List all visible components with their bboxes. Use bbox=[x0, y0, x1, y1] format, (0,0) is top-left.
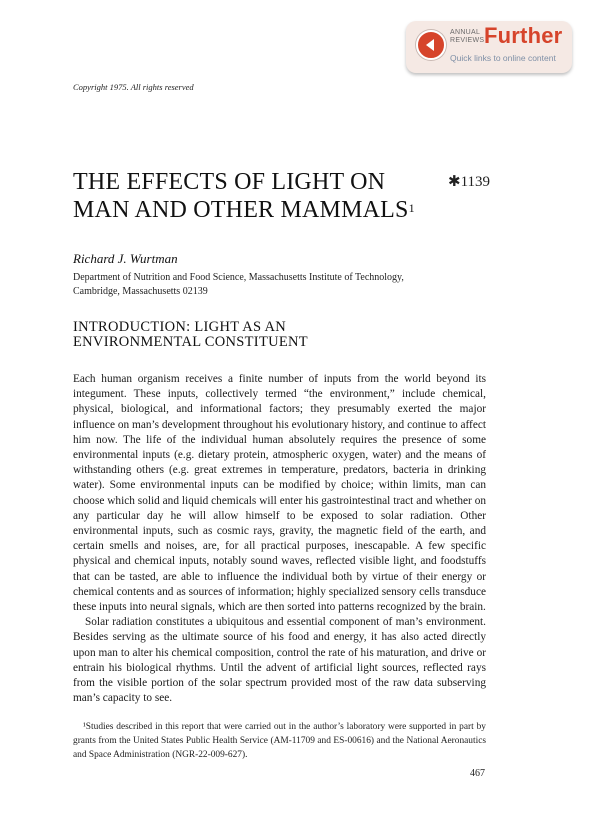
section-heading-line-2: ENVIRONMENTAL CONSTITUENT bbox=[73, 334, 308, 350]
badge-brand bbox=[450, 29, 484, 45]
author-affiliation bbox=[73, 271, 513, 299]
further-badge[interactable] bbox=[406, 21, 572, 73]
section-heading-line-1: INTRODUCTION: LIGHT AS AN bbox=[73, 319, 287, 335]
funding-footnote: ¹Studies described in this report that were carried out in the author’s laboratory were supported in part by grants from the United States Public Health Service (AM-11709 and ES-00616) and the National Aeronautics and Space Administration (NGR-22-009-627). bbox=[73, 722, 486, 760]
body-paragraph-1: Each human organism receives a finite number of inputs from the world beyond its integument. These inputs, collectively termed “the environment,” include chemical, physical, biological, and informational factors; they presumably exerted the major influence on man’s development throughout his evolutionary history, and continue to affect him now. The life of the individual human absolutely requires the presence of some environmental inputs (e.g. dietary protein, atmospheric oxygen, water) and the means of withstanding others (e.g. great extremes in temperature, predators, bacteria in drinking water). Some environmental inputs can be modified by choice; within limits, man can choose which solid and liquid chemicals will enter his gastrointestinal tract and whether on any particular day he will allow himself to be exposed to solar radiation. Other environmental inputs, such as cosmic rays, gravity, the magnetic field of the earth, and certain smells and noises, are, for all practical purposes, inescapable. A few specific physical and chemical inputs, notably sound waves, reflected visible light, and foodstuffs that can be tasted, are able to influence the individual both by virtue of their energy or chemical contents and as sources of information; highly specialized sensory cells transduce these inputs into neural signals, which are then sorted into patterns recognized by the brain. bbox=[73, 373, 486, 614]
title-line-2-text: MAN AND OTHER MAMMALS bbox=[73, 197, 409, 223]
body-paragraph-2: Solar radiation constitutes a ubiquitous and essential component of man’s environment. Besides serving as the ultimate source of his food and energy, it has also acted directly upon man to alter his chemical composition, control the rate of his maturation, and drive or entrain his biological rhythms. Until the advent of artificial light sources, reflected rays from the visible portion of the solar spectrum provided most of the raw data subserving man’s capacity to see. bbox=[73, 616, 486, 705]
affiliation-line-2: Cambridge, Massachusetts 02139 bbox=[73, 286, 208, 297]
article-title bbox=[73, 168, 415, 224]
title-line-1: THE EFFECTS OF LIGHT ON bbox=[73, 169, 386, 195]
title-line-2 bbox=[73, 196, 415, 224]
badge-brand-line1: ANNUAL bbox=[450, 29, 481, 36]
section-heading bbox=[73, 320, 308, 350]
badge-subtitle: Quick links to online content bbox=[450, 53, 556, 63]
affiliation-line-1: Department of Nutrition and Food Science, Massachusetts Institute of Technology, bbox=[73, 272, 404, 283]
page-number: 467 bbox=[470, 768, 485, 779]
title-footnote-mark: 1 bbox=[408, 201, 415, 215]
play-back-icon bbox=[416, 30, 446, 60]
article-body bbox=[73, 372, 486, 706]
badge-further-label: Further bbox=[484, 23, 563, 48]
article-code: ✱1139 bbox=[448, 174, 491, 190]
badge-brand-line2: REVIEWS bbox=[450, 37, 485, 44]
copyright-notice: Copyright 1975. All rights reserved bbox=[73, 82, 194, 92]
author-name: Richard J. Wurtman bbox=[73, 251, 178, 266]
